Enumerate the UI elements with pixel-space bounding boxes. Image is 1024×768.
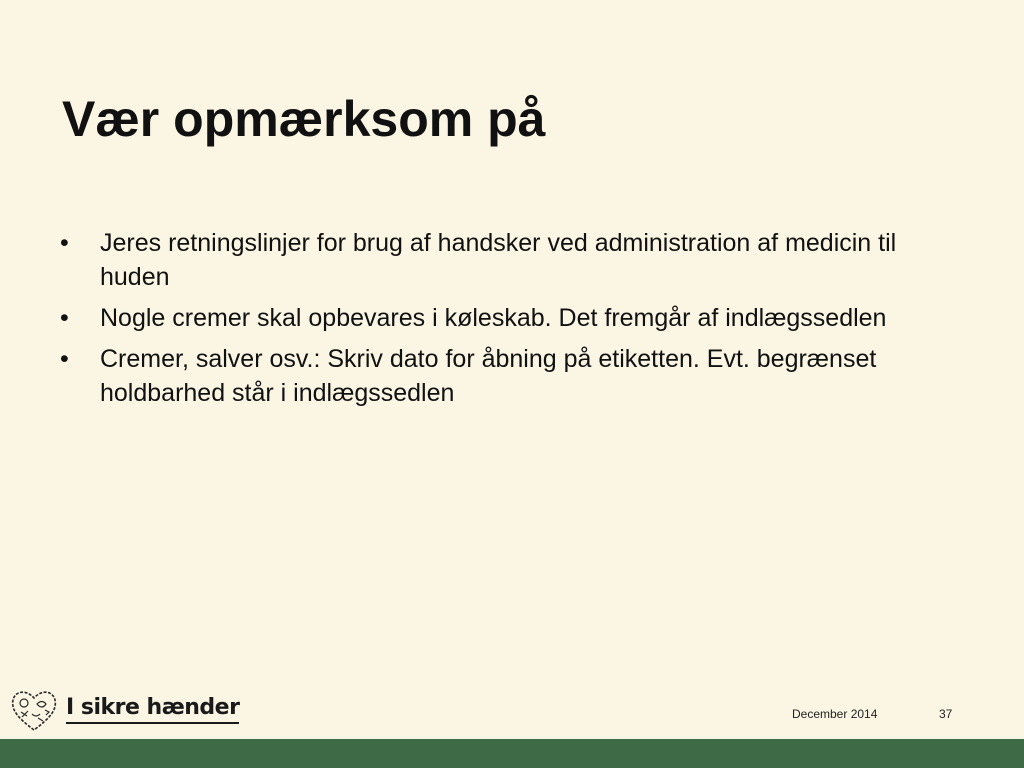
footer-bar [0,739,1024,768]
bullet-marker: • [60,229,69,257]
bullet-text: Cremer, salver osv.: Skriv dato for åbning på etiketten. Evt. begrænset holdbarhed står i indlægssedlen [100,345,877,407]
bullet-list [60,226,920,417]
bullet-marker: • [60,345,69,373]
logo-text: I sikre hænder [66,695,239,724]
heart-icon [8,684,60,734]
list-item [60,301,920,335]
bullet-marker: • [60,304,69,332]
page-number: 37 [939,707,953,721]
bullet-text: Jeres retningslinjer for brug af handsker ved administration af medicin til huden [100,229,897,291]
list-item [60,226,920,294]
slide-title: Vær opmærksom på [62,91,546,147]
brand-logo [8,684,239,734]
list-item [60,342,920,410]
bullet-text: Nogle cremer skal opbevares i køleskab. Det fremgår af indlægssedlen [100,304,887,332]
footer-date: December 2014 [792,707,878,721]
